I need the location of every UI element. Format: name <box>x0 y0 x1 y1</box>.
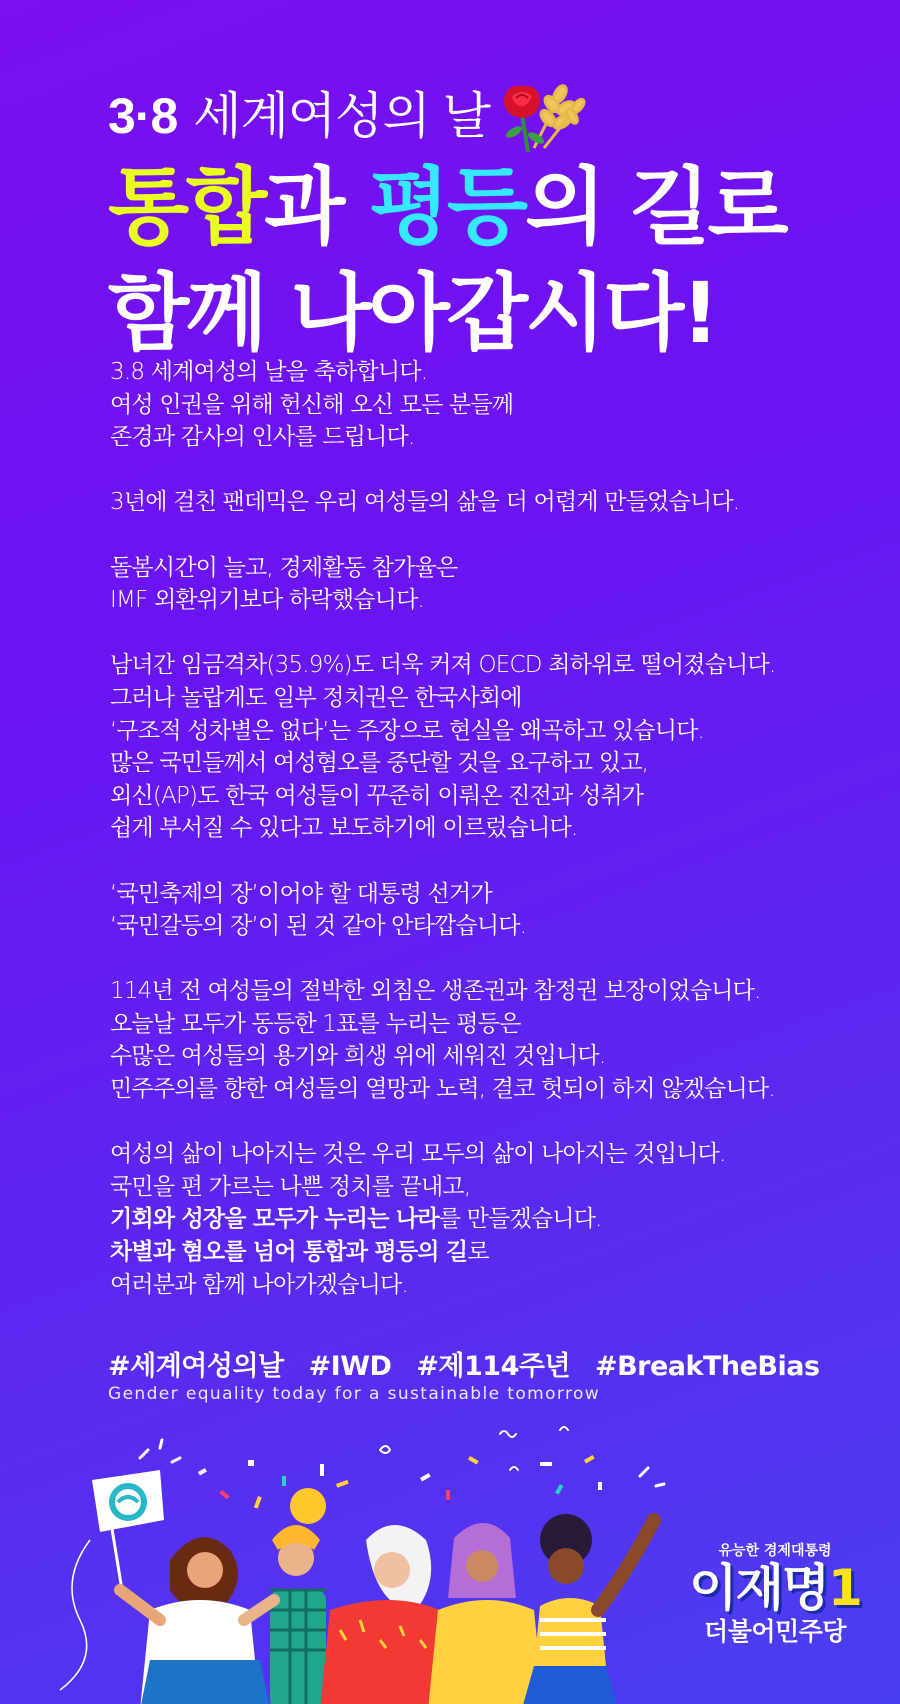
headline-line-2: 함께 나아갑시다! <box>108 264 717 362</box>
logo-name <box>660 1560 890 1616</box>
paragraph-5 <box>110 878 870 943</box>
woman-5 <box>520 1514 654 1704</box>
hashtags <box>108 1344 836 1383</box>
paragraph-2 <box>110 486 870 519</box>
paragraph-7 <box>110 1138 870 1301</box>
body-line: 114년 전 여성들의 절박한 외침은 생존권과 참정권 보장이었습니다. <box>110 978 761 1005</box>
date-title <box>108 78 868 154</box>
body-line-bold-1 <box>110 1203 870 1236</box>
woman-3 <box>320 1525 450 1704</box>
flag-icon <box>92 1470 164 1590</box>
body-line: 여러분과 함께 나아가겠습니다. <box>110 1271 408 1298</box>
headline-and: 과 <box>264 158 369 256</box>
body-line: 외신(AP)도 한국 여성들이 꾸준히 이뤄온 진전과 성취가 <box>110 782 644 809</box>
body-line: 돌봄시간이 늘고, 경제활동 참가율은 <box>110 554 458 581</box>
body-line: 남녀간 임금격차(35.9%)도 더욱 커져 OECD 최하위로 떨어졌습니다. <box>110 652 776 679</box>
event-title: 세계여성의 날 <box>193 88 490 144</box>
body-line: 3년에 걸친 팬데믹은 우리 여성들의 삶을 더 어렵게 만들었습니다. <box>110 489 740 516</box>
rose-icon <box>494 78 590 154</box>
candidate-name: 이재명 <box>689 1559 829 1617</box>
poster-header <box>108 78 868 366</box>
body-line-rest: 로 <box>467 1239 489 1266</box>
bold-phrase: 차별과 혐오를 넘어 통합과 평등의 길 <box>110 1239 468 1266</box>
body-line: 그러나 놀랍게도 일부 정치권은 한국사회에 <box>110 684 522 711</box>
body-line: IMF 외환위기보다 하락했습니다. <box>110 587 425 614</box>
headline-line-1 <box>108 154 868 260</box>
bold-phrase: 기회와 성장을 모두가 누리는 나라 <box>110 1206 439 1233</box>
body-line: 많은 국민들께서 여성혐오를 중단할 것을 요구하고 있고, <box>110 750 649 777</box>
hashtag: #IWD <box>308 1351 392 1382</box>
date-number: 3·8 <box>108 88 178 144</box>
body-line: ‘국민축제의 장’이어야 할 대통령 선거가 <box>110 880 492 907</box>
candidate-number: 1 <box>828 1559 861 1617</box>
body-line: 여성의 삶이 나아지는 것은 우리 모두의 삶이 나아지는 것입니다. <box>110 1141 726 1168</box>
body-line: ‘구조적 성차별은 없다’는 주장으로 현실을 왜곡하고 있습니다. <box>110 717 705 744</box>
body-line: 존경과 감사의 인사를 드립니다. <box>110 424 415 451</box>
body-line: 민주주의를 향한 여성들의 열망과 노력, 결코 헛되이 하지 않겠습니다. <box>110 1076 775 1103</box>
confetti <box>140 1427 664 1509</box>
headline <box>108 154 868 366</box>
hashtag: #제114주년 <box>416 1351 571 1382</box>
body-line: 여성 인권을 위해 헌신해 오신 모든 분들께 <box>110 391 514 418</box>
party-name: 더불어민주당 <box>704 1617 846 1646</box>
paragraph-6 <box>110 975 870 1105</box>
body-line: 수많은 여성들의 용기와 희생 위에 세워진 것입니다. <box>110 1043 606 1070</box>
body-line: ‘국민갈등의 장’이 된 것 같아 안타깝습니다. <box>110 913 527 940</box>
message-body <box>110 356 870 1301</box>
headline-unity: 통합 <box>108 158 265 256</box>
body-line: 3.8 세계여성의 날을 축하합니다. <box>110 359 428 385</box>
headline-road: 의 길로 <box>524 158 786 256</box>
body-line-bold-2 <box>110 1236 870 1269</box>
logo-subtitle: 유능한 경제대통령 <box>718 1543 832 1559</box>
body-line-rest: 를 만들겠습니다. <box>438 1206 602 1233</box>
body-line: 오늘날 모두가 동등한 1표를 누리는 평등은 <box>110 1010 521 1037</box>
woman-4 <box>428 1523 544 1704</box>
paragraph-4 <box>110 649 870 845</box>
candidate-logo <box>660 1542 890 1648</box>
paragraph-1 <box>110 356 870 454</box>
paragraph-3 <box>110 552 870 617</box>
hashtag: #BreakTheBias <box>594 1351 820 1382</box>
headline-equality: 평등 <box>368 158 525 256</box>
slogan: Gender equality today for a sustainable tomorrow <box>108 1384 601 1404</box>
body-line: 국민을 편 가르는 나쁜 정치를 끝내고, <box>110 1173 471 1200</box>
body-line: 쉽게 부서질 수 있다고 보도하기에 이르렀습니다. <box>110 815 578 842</box>
hashtag: #세계여성의날 <box>108 1351 284 1382</box>
